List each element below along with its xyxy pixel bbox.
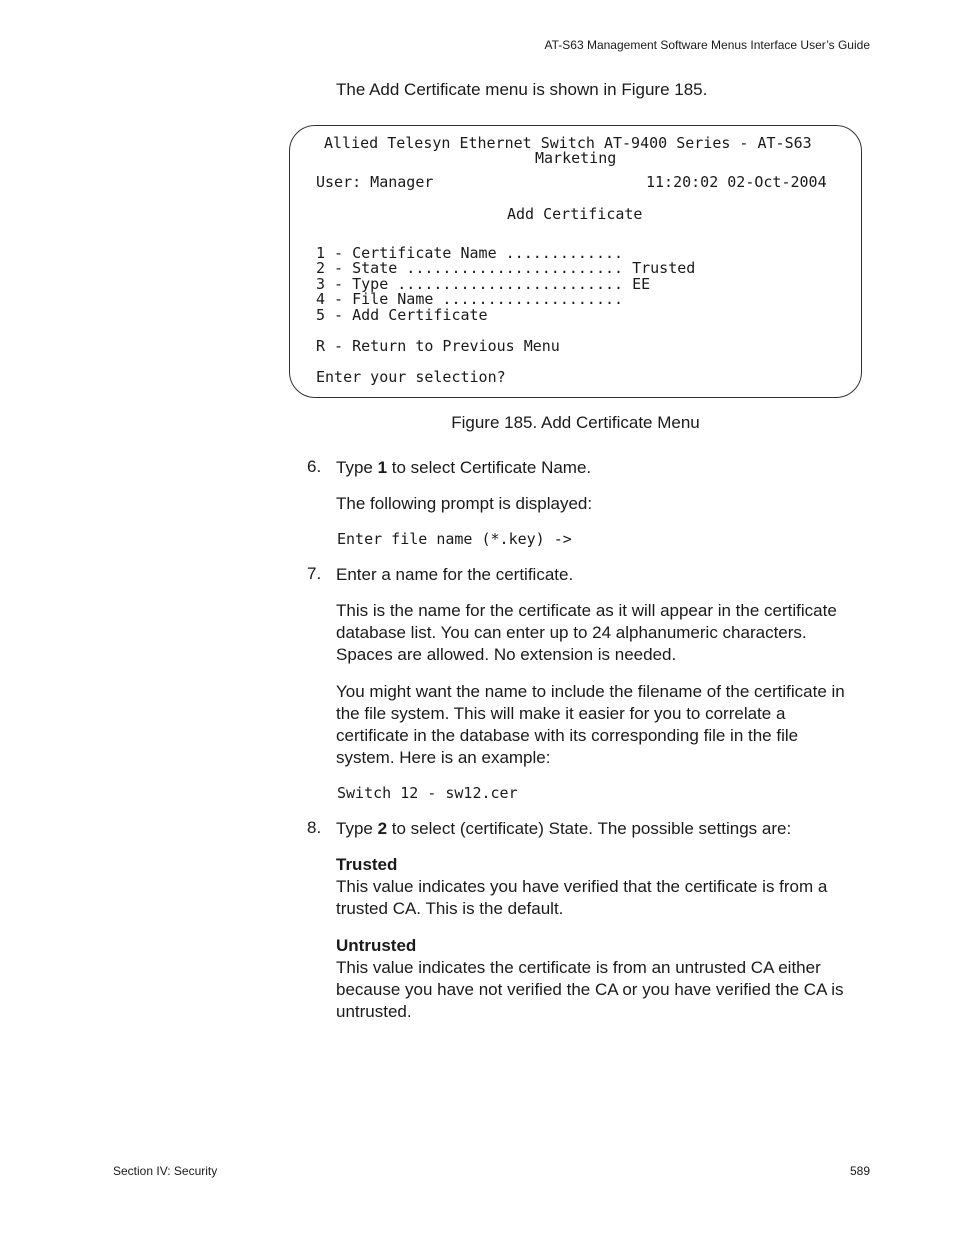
- step-7-paragraph-2: You might want the name to include the filename of the certificate in the file system. This will make it easier for you to correlate a certificate in the database with its corresponding file in the file system. Here is an example:: [336, 682, 845, 767]
- figure-caption: Figure 185. Add Certificate Menu: [451, 413, 700, 432]
- step-number: 6.: [307, 457, 322, 476]
- step-number: 8.: [307, 818, 322, 837]
- step-7-code: Switch 12 - sw12.cer: [337, 784, 518, 802]
- footer-section: Section IV: Security: [113, 1164, 218, 1178]
- terminal-datetime: 11:20:02 02-Oct-2004: [646, 173, 827, 191]
- terminal-user: User: Manager: [316, 173, 434, 191]
- page-number: 589: [849, 1164, 870, 1178]
- step-7-paragraph-1: This is the name for the certificate as it will appear in the certificate database list. You can enter up to 24 alphanumeric characters. Spaces are allowed. No extension is needed.: [336, 601, 837, 664]
- step-number: 7.: [307, 564, 322, 583]
- menu-return: R - Return to Previous Menu: [316, 337, 560, 355]
- trusted-description: This value indicates you have verified that the certificate is from a trusted CA. This is the default.: [336, 877, 828, 918]
- step-8-text: Type 2 to select (certificate) State. The possible settings are:: [336, 819, 792, 838]
- trusted-heading: Trusted: [336, 855, 398, 874]
- menu-prompt: Enter your selection?: [316, 368, 506, 386]
- intro-paragraph: The Add Certificate menu is shown in Figure 185.: [336, 80, 708, 99]
- menu-item: 5 - Add Certificate: [316, 306, 488, 324]
- menu-item: 4 - File Name ....................: [316, 290, 624, 308]
- terminal-title-line2: Marketing: [535, 149, 617, 167]
- menu-item: 2 - State ........................ Trusted: [316, 259, 696, 277]
- step-6-code: Enter file name (*.key) ->: [337, 530, 572, 548]
- untrusted-heading: Untrusted: [336, 936, 417, 955]
- step-6-text: Type 1 to select Certificate Name.: [336, 458, 592, 477]
- step-7-text: Enter a name for the certificate.: [336, 565, 574, 584]
- terminal-title-line1: Allied Telesyn Ethernet Switch AT-9400 Series - AT-S63: [324, 134, 812, 152]
- running-header: AT-S63 Management Software Menus Interface User’s Guide: [544, 38, 870, 52]
- untrusted-description: This value indicates the certificate is from an untrusted CA either because you have not verified the CA or you have verified the CA is untrusted.: [336, 958, 844, 1021]
- menu-item: 3 - Type ......................... EE: [316, 275, 651, 293]
- menu-item: 1 - Certificate Name .............: [316, 244, 624, 262]
- step-6-subtext: The following prompt is displayed:: [336, 494, 593, 513]
- terminal-screen: [289, 125, 862, 398]
- terminal-menu-title: Add Certificate: [507, 205, 643, 223]
